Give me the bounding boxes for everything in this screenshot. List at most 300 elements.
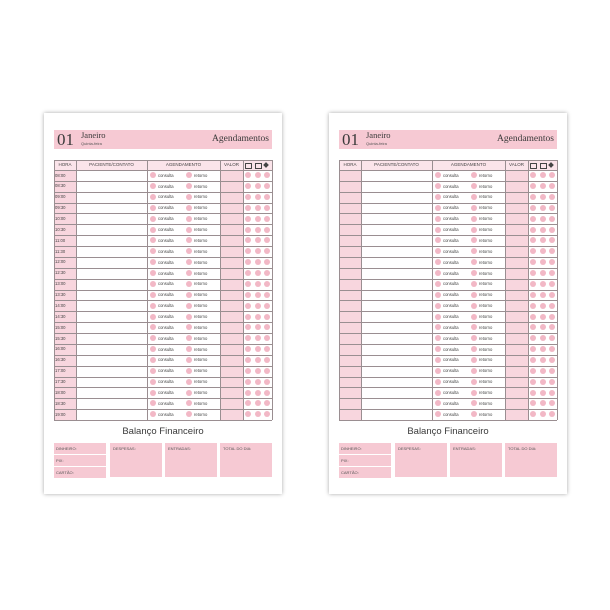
checkbox-circle-icon[interactable] xyxy=(150,292,156,298)
pix-check[interactable] xyxy=(264,281,270,287)
cash-check[interactable] xyxy=(530,314,536,320)
balance-box[interactable]: DESPESAS: xyxy=(395,443,447,477)
card-check[interactable] xyxy=(540,346,546,352)
consulta-option[interactable] xyxy=(150,172,174,178)
cash-check[interactable] xyxy=(530,368,536,374)
checkbox-circle-icon[interactable] xyxy=(471,357,477,363)
checkbox-circle-icon[interactable] xyxy=(186,270,192,276)
checkbox-circle-icon[interactable] xyxy=(471,379,477,385)
pix-check[interactable] xyxy=(264,368,270,374)
cash-check[interactable] xyxy=(245,390,251,396)
cash-check[interactable] xyxy=(530,292,536,298)
checkbox-circle-icon[interactable] xyxy=(150,314,156,320)
retorno-option[interactable] xyxy=(471,248,492,254)
pix-check[interactable] xyxy=(264,183,270,189)
balance-box[interactable]: TOTAL DO DIA: xyxy=(505,443,557,477)
pix-check[interactable] xyxy=(549,292,555,298)
card-check[interactable] xyxy=(540,216,546,222)
checkbox-circle-icon[interactable] xyxy=(150,237,156,243)
card-check[interactable] xyxy=(255,390,261,396)
retorno-option[interactable] xyxy=(186,205,207,211)
retorno-option[interactable] xyxy=(471,400,492,406)
card-check[interactable] xyxy=(255,270,261,276)
consulta-option[interactable] xyxy=(435,205,459,211)
cash-check[interactable] xyxy=(530,303,536,309)
checkbox-circle-icon[interactable] xyxy=(435,357,441,363)
cash-check[interactable] xyxy=(245,400,251,406)
cash-check[interactable] xyxy=(245,172,251,178)
retorno-option[interactable] xyxy=(471,194,492,200)
cash-check[interactable] xyxy=(245,292,251,298)
retorno-option[interactable] xyxy=(186,270,207,276)
checkbox-circle-icon[interactable] xyxy=(435,183,441,189)
checkbox-circle-icon[interactable] xyxy=(150,281,156,287)
checkbox-circle-icon[interactable] xyxy=(150,390,156,396)
retorno-option[interactable] xyxy=(471,335,492,341)
card-check[interactable] xyxy=(255,248,261,254)
card-check[interactable] xyxy=(255,227,261,233)
retorno-option[interactable] xyxy=(186,172,207,178)
consulta-option[interactable] xyxy=(435,183,459,189)
retorno-option[interactable] xyxy=(186,400,207,406)
retorno-option[interactable] xyxy=(186,292,207,298)
cash-check[interactable] xyxy=(530,183,536,189)
checkbox-circle-icon[interactable] xyxy=(186,390,192,396)
consulta-option[interactable] xyxy=(435,335,459,341)
retorno-option[interactable] xyxy=(471,303,492,309)
card-check[interactable] xyxy=(255,183,261,189)
checkbox-circle-icon[interactable] xyxy=(186,379,192,385)
retorno-option[interactable] xyxy=(471,292,492,298)
checkbox-circle-icon[interactable] xyxy=(186,411,192,417)
pix-check[interactable] xyxy=(264,216,270,222)
retorno-option[interactable] xyxy=(186,183,207,189)
pix-check[interactable] xyxy=(549,248,555,254)
checkbox-circle-icon[interactable] xyxy=(186,346,192,352)
card-check[interactable] xyxy=(540,205,546,211)
pix-check[interactable] xyxy=(549,281,555,287)
checkbox-circle-icon[interactable] xyxy=(186,248,192,254)
consulta-option[interactable] xyxy=(435,248,459,254)
checkbox-circle-icon[interactable] xyxy=(150,259,156,265)
card-check[interactable] xyxy=(255,259,261,265)
card-check[interactable] xyxy=(255,314,261,320)
cash-check[interactable] xyxy=(530,259,536,265)
card-check[interactable] xyxy=(255,368,261,374)
cash-check[interactable] xyxy=(530,379,536,385)
pix-check[interactable] xyxy=(264,324,270,330)
cash-check[interactable] xyxy=(245,183,251,189)
checkbox-circle-icon[interactable] xyxy=(150,172,156,178)
card-check[interactable] xyxy=(255,205,261,211)
cash-check[interactable] xyxy=(530,357,536,363)
cash-check[interactable] xyxy=(530,237,536,243)
balance-box[interactable]: ENTRADAS: xyxy=(450,443,502,477)
cash-check[interactable] xyxy=(245,259,251,265)
cash-check[interactable] xyxy=(530,205,536,211)
cash-check[interactable] xyxy=(530,400,536,406)
checkbox-circle-icon[interactable] xyxy=(471,172,477,178)
checkbox-circle-icon[interactable] xyxy=(471,216,477,222)
cash-check[interactable] xyxy=(530,324,536,330)
balance-box[interactable]: ENTRADAS: xyxy=(165,443,217,477)
checkbox-circle-icon[interactable] xyxy=(186,172,192,178)
checkbox-circle-icon[interactable] xyxy=(435,259,441,265)
checkbox-circle-icon[interactable] xyxy=(471,368,477,374)
retorno-option[interactable] xyxy=(471,379,492,385)
card-check[interactable] xyxy=(255,335,261,341)
consulta-option[interactable] xyxy=(150,411,174,417)
checkbox-circle-icon[interactable] xyxy=(150,357,156,363)
checkbox-circle-icon[interactable] xyxy=(471,324,477,330)
balance-field[interactable]: DINHEIRO: xyxy=(54,443,106,454)
consulta-option[interactable] xyxy=(150,183,174,189)
pix-check[interactable] xyxy=(264,270,270,276)
cash-check[interactable] xyxy=(245,248,251,254)
consulta-option[interactable] xyxy=(435,194,459,200)
retorno-option[interactable] xyxy=(186,216,207,222)
consulta-option[interactable] xyxy=(435,281,459,287)
pix-check[interactable] xyxy=(264,227,270,233)
cash-check[interactable] xyxy=(245,346,251,352)
checkbox-circle-icon[interactable] xyxy=(150,324,156,330)
card-check[interactable] xyxy=(540,357,546,363)
pix-check[interactable] xyxy=(264,390,270,396)
card-check[interactable] xyxy=(255,237,261,243)
pix-check[interactable] xyxy=(264,357,270,363)
checkbox-circle-icon[interactable] xyxy=(150,183,156,189)
checkbox-circle-icon[interactable] xyxy=(150,346,156,352)
checkbox-circle-icon[interactable] xyxy=(471,183,477,189)
checkbox-circle-icon[interactable] xyxy=(471,314,477,320)
checkbox-circle-icon[interactable] xyxy=(150,335,156,341)
checkbox-circle-icon[interactable] xyxy=(471,346,477,352)
checkbox-circle-icon[interactable] xyxy=(471,390,477,396)
cash-check[interactable] xyxy=(245,205,251,211)
checkbox-circle-icon[interactable] xyxy=(435,314,441,320)
balance-field[interactable]: DINHEIRO: xyxy=(339,443,391,454)
retorno-option[interactable] xyxy=(471,346,492,352)
retorno-option[interactable] xyxy=(471,368,492,374)
consulta-option[interactable] xyxy=(435,303,459,309)
consulta-option[interactable] xyxy=(435,390,459,396)
checkbox-circle-icon[interactable] xyxy=(471,281,477,287)
checkbox-circle-icon[interactable] xyxy=(186,400,192,406)
consulta-option[interactable] xyxy=(435,270,459,276)
pix-check[interactable] xyxy=(549,314,555,320)
pix-check[interactable] xyxy=(264,237,270,243)
checkbox-circle-icon[interactable] xyxy=(435,292,441,298)
checkbox-circle-icon[interactable] xyxy=(150,205,156,211)
card-check[interactable] xyxy=(540,248,546,254)
cash-check[interactable] xyxy=(245,270,251,276)
pix-check[interactable] xyxy=(264,400,270,406)
checkbox-circle-icon[interactable] xyxy=(150,227,156,233)
cash-check[interactable] xyxy=(530,411,536,417)
checkbox-circle-icon[interactable] xyxy=(435,205,441,211)
pix-check[interactable] xyxy=(264,411,270,417)
checkbox-circle-icon[interactable] xyxy=(471,303,477,309)
consulta-option[interactable] xyxy=(150,237,174,243)
retorno-option[interactable] xyxy=(186,227,207,233)
card-check[interactable] xyxy=(255,216,261,222)
card-check[interactable] xyxy=(540,335,546,341)
balance-field[interactable]: PIX: xyxy=(339,455,391,466)
pix-check[interactable] xyxy=(264,172,270,178)
card-check[interactable] xyxy=(540,281,546,287)
retorno-option[interactable] xyxy=(471,324,492,330)
pix-check[interactable] xyxy=(549,303,555,309)
retorno-option[interactable] xyxy=(471,216,492,222)
pix-check[interactable] xyxy=(264,346,270,352)
consulta-option[interactable] xyxy=(435,357,459,363)
checkbox-circle-icon[interactable] xyxy=(186,368,192,374)
checkbox-circle-icon[interactable] xyxy=(150,194,156,200)
cash-check[interactable] xyxy=(245,216,251,222)
card-check[interactable] xyxy=(540,227,546,233)
consulta-option[interactable] xyxy=(150,227,174,233)
card-check[interactable] xyxy=(255,379,261,385)
retorno-option[interactable] xyxy=(186,324,207,330)
retorno-option[interactable] xyxy=(471,281,492,287)
checkbox-circle-icon[interactable] xyxy=(471,205,477,211)
card-check[interactable] xyxy=(540,172,546,178)
consulta-option[interactable] xyxy=(435,411,459,417)
checkbox-circle-icon[interactable] xyxy=(186,183,192,189)
checkbox-circle-icon[interactable] xyxy=(186,205,192,211)
card-check[interactable] xyxy=(540,324,546,330)
consulta-option[interactable] xyxy=(150,390,174,396)
balance-field[interactable]: PIX: xyxy=(54,455,106,466)
retorno-option[interactable] xyxy=(186,411,207,417)
consulta-option[interactable] xyxy=(150,281,174,287)
pix-check[interactable] xyxy=(549,368,555,374)
consulta-option[interactable] xyxy=(435,216,459,222)
card-check[interactable] xyxy=(540,390,546,396)
consulta-option[interactable] xyxy=(150,357,174,363)
consulta-option[interactable] xyxy=(150,379,174,385)
pix-check[interactable] xyxy=(549,227,555,233)
card-check[interactable] xyxy=(255,292,261,298)
card-check[interactable] xyxy=(255,281,261,287)
consulta-option[interactable] xyxy=(435,346,459,352)
cash-check[interactable] xyxy=(530,194,536,200)
consulta-option[interactable] xyxy=(150,324,174,330)
pix-check[interactable] xyxy=(264,248,270,254)
checkbox-circle-icon[interactable] xyxy=(186,357,192,363)
retorno-option[interactable] xyxy=(186,237,207,243)
pix-check[interactable] xyxy=(549,259,555,265)
checkbox-circle-icon[interactable] xyxy=(471,194,477,200)
card-check[interactable] xyxy=(540,183,546,189)
cash-check[interactable] xyxy=(530,346,536,352)
cash-check[interactable] xyxy=(530,281,536,287)
checkbox-circle-icon[interactable] xyxy=(186,281,192,287)
card-check[interactable] xyxy=(255,194,261,200)
cash-check[interactable] xyxy=(245,335,251,341)
pix-check[interactable] xyxy=(264,379,270,385)
checkbox-circle-icon[interactable] xyxy=(471,335,477,341)
checkbox-circle-icon[interactable] xyxy=(471,237,477,243)
retorno-option[interactable] xyxy=(186,281,207,287)
checkbox-circle-icon[interactable] xyxy=(186,194,192,200)
consulta-option[interactable] xyxy=(435,324,459,330)
checkbox-circle-icon[interactable] xyxy=(471,292,477,298)
cash-check[interactable] xyxy=(245,194,251,200)
checkbox-circle-icon[interactable] xyxy=(435,172,441,178)
pix-check[interactable] xyxy=(549,324,555,330)
checkbox-circle-icon[interactable] xyxy=(186,324,192,330)
retorno-option[interactable] xyxy=(186,335,207,341)
card-check[interactable] xyxy=(255,303,261,309)
pix-check[interactable] xyxy=(549,270,555,276)
consulta-option[interactable] xyxy=(150,270,174,276)
pix-check[interactable] xyxy=(549,237,555,243)
card-check[interactable] xyxy=(540,314,546,320)
checkbox-circle-icon[interactable] xyxy=(435,281,441,287)
cash-check[interactable] xyxy=(530,335,536,341)
balance-box[interactable]: TOTAL DO DIA: xyxy=(220,443,272,477)
card-check[interactable] xyxy=(540,368,546,374)
checkbox-circle-icon[interactable] xyxy=(435,303,441,309)
checkbox-circle-icon[interactable] xyxy=(435,379,441,385)
pix-check[interactable] xyxy=(549,357,555,363)
checkbox-circle-icon[interactable] xyxy=(471,270,477,276)
retorno-option[interactable] xyxy=(186,390,207,396)
pix-check[interactable] xyxy=(549,183,555,189)
retorno-option[interactable] xyxy=(471,237,492,243)
checkbox-circle-icon[interactable] xyxy=(186,237,192,243)
retorno-option[interactable] xyxy=(186,368,207,374)
checkbox-circle-icon[interactable] xyxy=(471,259,477,265)
pix-check[interactable] xyxy=(549,216,555,222)
cash-check[interactable] xyxy=(245,227,251,233)
card-check[interactable] xyxy=(255,346,261,352)
checkbox-circle-icon[interactable] xyxy=(471,227,477,233)
retorno-option[interactable] xyxy=(186,314,207,320)
pix-check[interactable] xyxy=(549,205,555,211)
retorno-option[interactable] xyxy=(471,411,492,417)
pix-check[interactable] xyxy=(549,400,555,406)
retorno-option[interactable] xyxy=(471,390,492,396)
consulta-option[interactable] xyxy=(150,292,174,298)
checkbox-circle-icon[interactable] xyxy=(150,379,156,385)
pix-check[interactable] xyxy=(549,194,555,200)
consulta-option[interactable] xyxy=(150,400,174,406)
cash-check[interactable] xyxy=(530,216,536,222)
consulta-option[interactable] xyxy=(150,205,174,211)
pix-check[interactable] xyxy=(264,194,270,200)
pix-check[interactable] xyxy=(264,205,270,211)
checkbox-circle-icon[interactable] xyxy=(150,270,156,276)
card-check[interactable] xyxy=(255,172,261,178)
retorno-option[interactable] xyxy=(471,357,492,363)
consulta-option[interactable] xyxy=(150,314,174,320)
balance-box[interactable]: DESPESAS: xyxy=(110,443,162,477)
cash-check[interactable] xyxy=(530,248,536,254)
retorno-option[interactable] xyxy=(471,314,492,320)
cash-check[interactable] xyxy=(245,237,251,243)
pix-check[interactable] xyxy=(549,172,555,178)
consulta-option[interactable] xyxy=(435,400,459,406)
retorno-option[interactable] xyxy=(186,346,207,352)
consulta-option[interactable] xyxy=(435,379,459,385)
checkbox-circle-icon[interactable] xyxy=(186,303,192,309)
retorno-option[interactable] xyxy=(471,205,492,211)
checkbox-circle-icon[interactable] xyxy=(435,270,441,276)
checkbox-circle-icon[interactable] xyxy=(186,292,192,298)
retorno-option[interactable] xyxy=(186,194,207,200)
balance-field[interactable]: CARTÃO: xyxy=(339,467,391,478)
card-check[interactable] xyxy=(540,303,546,309)
pix-check[interactable] xyxy=(549,335,555,341)
checkbox-circle-icon[interactable] xyxy=(435,335,441,341)
retorno-option[interactable] xyxy=(471,270,492,276)
card-check[interactable] xyxy=(540,292,546,298)
card-check[interactable] xyxy=(540,237,546,243)
checkbox-circle-icon[interactable] xyxy=(435,411,441,417)
cash-check[interactable] xyxy=(245,368,251,374)
checkbox-circle-icon[interactable] xyxy=(435,194,441,200)
consulta-option[interactable] xyxy=(435,172,459,178)
checkbox-circle-icon[interactable] xyxy=(435,237,441,243)
card-check[interactable] xyxy=(540,194,546,200)
retorno-option[interactable] xyxy=(186,259,207,265)
retorno-option[interactable] xyxy=(471,227,492,233)
pix-check[interactable] xyxy=(264,259,270,265)
checkbox-circle-icon[interactable] xyxy=(435,324,441,330)
cash-check[interactable] xyxy=(530,270,536,276)
consulta-option[interactable] xyxy=(435,227,459,233)
consulta-option[interactable] xyxy=(435,237,459,243)
consulta-option[interactable] xyxy=(150,248,174,254)
card-check[interactable] xyxy=(540,411,546,417)
pix-check[interactable] xyxy=(264,314,270,320)
checkbox-circle-icon[interactable] xyxy=(186,335,192,341)
consulta-option[interactable] xyxy=(435,292,459,298)
pix-check[interactable] xyxy=(549,390,555,396)
cash-check[interactable] xyxy=(245,324,251,330)
pix-check[interactable] xyxy=(549,411,555,417)
card-check[interactable] xyxy=(255,411,261,417)
cash-check[interactable] xyxy=(530,172,536,178)
retorno-option[interactable] xyxy=(186,357,207,363)
checkbox-circle-icon[interactable] xyxy=(435,368,441,374)
consulta-option[interactable] xyxy=(435,368,459,374)
card-check[interactable] xyxy=(255,357,261,363)
checkbox-circle-icon[interactable] xyxy=(186,314,192,320)
cash-check[interactable] xyxy=(245,303,251,309)
cash-check[interactable] xyxy=(530,390,536,396)
retorno-option[interactable] xyxy=(471,183,492,189)
cash-check[interactable] xyxy=(245,411,251,417)
checkbox-circle-icon[interactable] xyxy=(186,259,192,265)
checkbox-circle-icon[interactable] xyxy=(435,227,441,233)
retorno-option[interactable] xyxy=(471,172,492,178)
checkbox-circle-icon[interactable] xyxy=(150,248,156,254)
card-check[interactable] xyxy=(540,400,546,406)
checkbox-circle-icon[interactable] xyxy=(435,248,441,254)
cash-check[interactable] xyxy=(245,314,251,320)
retorno-option[interactable] xyxy=(186,248,207,254)
pix-check[interactable] xyxy=(264,292,270,298)
checkbox-circle-icon[interactable] xyxy=(150,411,156,417)
retorno-option[interactable] xyxy=(186,303,207,309)
checkbox-circle-icon[interactable] xyxy=(435,346,441,352)
checkbox-circle-icon[interactable] xyxy=(471,411,477,417)
checkbox-circle-icon[interactable] xyxy=(471,400,477,406)
consulta-option[interactable] xyxy=(150,194,174,200)
